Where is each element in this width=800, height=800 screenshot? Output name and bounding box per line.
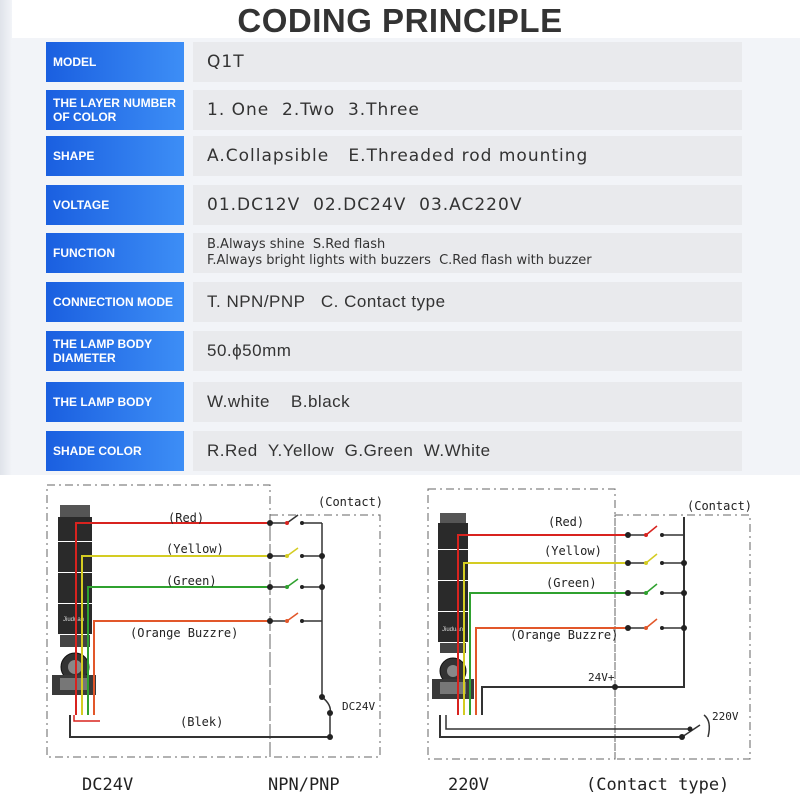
row-value: T. NPN/PNP C. Contact type: [193, 282, 742, 322]
row-label: THE LAYER NUMBER OF COLOR: [46, 90, 184, 130]
row-lamp-body: [46, 382, 742, 422]
wire-label-red: (Red): [168, 511, 205, 525]
row-layer-number: [46, 90, 742, 130]
wire-label-green: (Green): [546, 576, 597, 590]
function-line-2: F.Always bright lights with buzzers C.Red flash with buzzer: [207, 253, 592, 268]
row-label: SHAPE: [46, 136, 184, 176]
row-label: SHADE COLOR: [46, 431, 184, 471]
wire-label-black: (Blek): [180, 715, 224, 729]
diagram-dc24v: [47, 485, 383, 795]
wire-label-orange: (Orange Buzzre): [130, 626, 239, 640]
row-value: A.Collapsible E.Threaded rod mounting: [193, 136, 742, 176]
wire-label-yellow: (Yellow): [166, 542, 224, 556]
row-lamp-diameter: [46, 331, 742, 371]
row-value: W.white B.black: [193, 382, 742, 422]
row-value: [193, 233, 742, 273]
row-label: FUNCTION: [46, 233, 184, 273]
caption-dc24v: DC24V: [82, 775, 134, 795]
supply-label: DC24V: [342, 700, 376, 713]
contact-label: (Contact): [687, 499, 753, 513]
function-line-1: B.Always shine S.Red flash: [207, 237, 386, 252]
row-value: 50.ϕ50mm: [193, 331, 742, 371]
row-label: THE LAMP BODY DIAMETER: [46, 331, 184, 371]
supply-label: 220V: [712, 710, 739, 723]
row-label: CONNECTION MODE: [46, 282, 184, 322]
common-label: 24V+: [588, 671, 615, 684]
wiring-diagram: [0, 475, 800, 800]
row-label: MODEL: [46, 42, 184, 82]
caption-npn-pnp: NPN/PNP: [268, 775, 340, 795]
row-value: 01.DC12V 02.DC24V 03.AC220V: [193, 185, 742, 225]
diagram-220v: [428, 489, 752, 795]
wire-label-green: (Green): [166, 574, 217, 588]
row-shade-color: [46, 431, 742, 471]
caption-contact-type: (Contact type): [586, 775, 730, 795]
row-model: [46, 42, 742, 82]
row-value: Q1T: [193, 42, 742, 82]
row-connection-mode: [46, 282, 742, 322]
wire-label-red: (Red): [548, 515, 585, 529]
page-title: CODING PRINCIPLE: [237, 2, 563, 39]
row-label: THE LAMP BODY: [46, 382, 184, 422]
wire-label-yellow: (Yellow): [544, 544, 602, 558]
brand-text: Jiuduan: [442, 627, 464, 633]
row-label: VOLTAGE: [46, 185, 184, 225]
tower-light-icon: [52, 505, 96, 695]
row-voltage: [46, 185, 742, 225]
wire-label-orange: (Orange Buzzre): [510, 628, 619, 642]
row-function: [46, 233, 742, 273]
row-value: R.Red Y.Yellow G.Green W.White: [193, 431, 742, 471]
contact-label: (Contact): [318, 495, 384, 509]
row-shape: [46, 136, 742, 176]
row-value: 1. One 2.Two 3.Three: [193, 90, 742, 130]
tower-light-icon: [432, 513, 474, 699]
brand-text: Jiuduan: [63, 617, 85, 623]
caption-220v: 220V: [448, 775, 489, 795]
